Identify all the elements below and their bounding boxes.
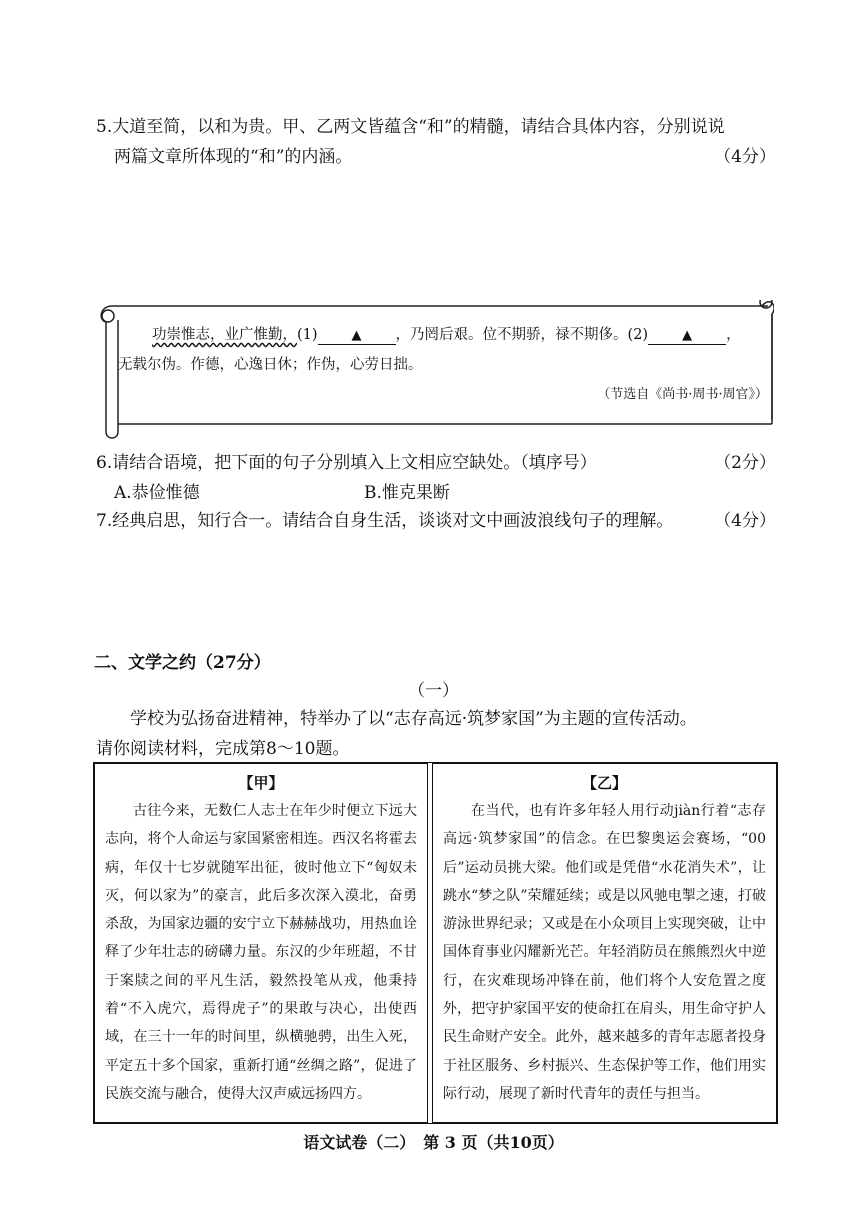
- question-5-line1: 5.大道至简，以和为贵。甲、乙两文皆蕴含“和”的精髓，请结合具体内容，分别说说: [96, 117, 725, 137]
- question-7: [96, 506, 776, 536]
- question-6-score: （2分）: [714, 453, 776, 473]
- option-a: A.恭俭惟德: [114, 483, 200, 503]
- passage-wavy-sentence: 功崇惟志，业广惟勤，: [152, 327, 297, 343]
- question-6-text: 6.请结合语境，把下面的句子分别填入上文相应空缺处。（填序号）: [96, 453, 597, 473]
- question-5-score: （4分）: [714, 147, 776, 167]
- question-7-text: 7.经典启思，知行合一。请结合自身生活，谈谈对文中画波浪线句子的理解。: [96, 511, 674, 531]
- passage-line2: 无载尔伪。作德，心逸日休；作伪，心劳日拙。: [118, 357, 423, 373]
- intro-line1: 学校为弘扬奋进精神，特举办了以“志存高远·筑梦家国”为主题的宣传活动。: [130, 709, 697, 729]
- question-5-line2: 两篇文章所体现的“和”的内涵。: [114, 147, 353, 167]
- material-jia-title: 【甲】: [238, 774, 284, 792]
- passage-source: （节选自《尚书·周书·周官》）: [597, 387, 768, 402]
- triangle-marker-icon: ▲: [351, 328, 362, 343]
- question-6-row: [96, 448, 776, 478]
- section-2-heading: 二、文学之约（27分）: [94, 653, 271, 673]
- materials-table: [93, 762, 778, 1124]
- blank2-label: (2): [627, 327, 649, 343]
- blank-1[interactable]: [318, 328, 396, 345]
- question-5-line2-row: [96, 142, 776, 172]
- material-yi: [432, 763, 777, 1123]
- section-2-subheading: （一）: [408, 681, 459, 701]
- section-2-intro: [96, 704, 780, 764]
- question-7-score: （4分）: [714, 511, 776, 531]
- question-7-row: [96, 506, 776, 536]
- passage-seg3: ，: [726, 327, 741, 343]
- material-jia: [94, 763, 428, 1123]
- question-5: [96, 112, 776, 172]
- blank1-label: (1): [297, 327, 318, 343]
- question-6-options: [96, 478, 776, 508]
- material-yi-title: 【乙】: [581, 774, 627, 792]
- blank-2[interactable]: [648, 328, 726, 345]
- page-footer: 语文试卷（二） 第 3 页（共10页）: [303, 1133, 564, 1152]
- passage-line1: [152, 320, 772, 350]
- material-jia-text: 古往今来，无数仁人志士在年少时便立下远大志向，将个人命运与家国紧密相连。西汉名将霍去病，年仅十七岁就随军出征，彼时他立下“匈奴未灭，何以家为”的豪言，此后多次深入漠北，奋勇杀敌，为国家边疆的安宁立下赫赫战功，用热血诠释了少年壮志的磅礴力量。东汉的少年班超，不甘于案牍之间的平凡生活，毅然投笔从戎，他秉持着“不入虎穴，焉得虎子”的果敢与决心，出使西域，在三十一年的时间里，纵横驰骋，出生入死，平定五十多个国家，重新打通“丝绸之路”，促进了民族交流与融合，使得大汉声威远扬四方。: [105, 803, 417, 1102]
- option-b: B.惟克果断: [364, 483, 450, 503]
- passage-seg2: ，乃罔后艰。位不期骄，禄不期侈。: [395, 327, 628, 343]
- triangle-marker-icon: ▲: [682, 328, 693, 343]
- material-yi-text: 在当代，也有许多年轻人用行动jiàn行着“志存高远·筑梦家国”的信念。在巴黎奥运会赛场，“00后”运动员挑大梁。他们或是凭借“水花消失术”，让跳水“梦之队”荣耀延续；或是以风驰电掣之速，打破游泳世界纪录；又或是在小众项目上实现突破，让中国体育事业闪耀新光芒。年轻消防员在熊熊烈火中逆行，在灾难现场冲锋在前，他们将个人安危置之度外，把守护家国平安的使命扛在肩头，用生命守护人民生命财产安全。此外，越来越多的青年志愿者投身于社区服务、乡村振兴、生态保护等工作，他们用实际行动，展现了新时代青年的责任与担当。: [443, 803, 766, 1102]
- question-6: [96, 448, 776, 508]
- intro-line2: 请你阅读材料，完成第8～10题。: [96, 739, 350, 759]
- classical-passage: [118, 320, 772, 410]
